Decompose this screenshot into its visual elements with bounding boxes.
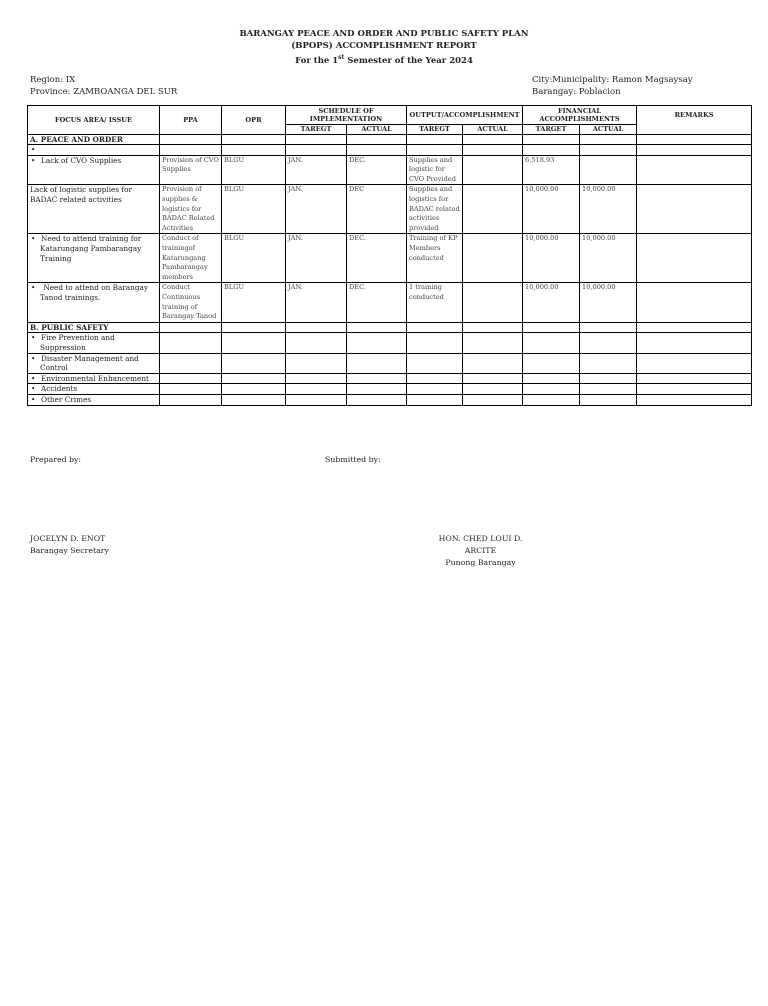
- empty-bullet-row: [28, 145, 752, 156]
- section-a-row: [28, 134, 752, 145]
- remarks-cell: [637, 283, 752, 322]
- opr-cell: BLGU: [222, 155, 286, 185]
- meta-right: [532, 74, 693, 98]
- safety-item-text: • Fire Prevention and Suppression: [30, 333, 157, 352]
- ppa-cell: Conduct Continuous training of Barangay Tanod: [160, 283, 222, 322]
- col-focus-area: FOCUS AREA/ ISSUE: [28, 106, 160, 135]
- issue-text: • Lack of CVO Supplies: [30, 156, 157, 166]
- province-label: Province: ZAMBOANGA DEL SUR: [30, 87, 178, 97]
- safety-item-text: • Disaster Management and Control: [30, 354, 157, 373]
- section-a-title: A. PEACE AND ORDER: [28, 134, 160, 145]
- barangay-label: Barangay: Poblacion: [532, 87, 621, 97]
- title-line-3: [0, 52, 768, 67]
- ppa-cell: Provision of CVO Supplies: [160, 155, 222, 185]
- col-remarks: REMARKS: [637, 106, 752, 135]
- col-ppa: PPA: [160, 106, 222, 135]
- submitted-title: Punong Barangay: [445, 558, 516, 567]
- col-sched-target: TAREGT: [286, 125, 347, 135]
- safety-item-text: • Accidents: [30, 384, 157, 394]
- fin-target-cell: 10,000.00: [523, 234, 580, 283]
- col-output: OUTPUT/ACCOMPLISHMENT: [407, 106, 523, 125]
- issue-cell: Lack of logistic supplies for BADAC related activities: [28, 185, 160, 234]
- submitted-name: HON. CHED LOUI D. ARCITE: [438, 534, 523, 555]
- fin-actual-cell: 10,000.00: [580, 283, 637, 322]
- prepared-title: Barangay Secretary: [30, 546, 109, 555]
- safety-item: [28, 384, 160, 395]
- issue-text: • Need to attend training for Katarungang Pambarangay Training: [30, 234, 157, 263]
- empty-bullet-cell: [28, 145, 160, 156]
- accomplishment-table: [27, 105, 752, 406]
- region-label: Region: IX: [30, 75, 76, 85]
- safety-item-text: • Environmental Enhancement: [30, 374, 157, 384]
- ppa-cell: Provision of supplies & logistics for BADAC Related Activities: [160, 185, 222, 234]
- title-line-3-post: Semester of the Year 2024: [344, 55, 473, 66]
- col-financial: FINANCIAL ACCOMPLISHMENTS: [523, 106, 637, 125]
- prepared-name: JOCELYN D. ENOT: [30, 534, 106, 543]
- safety-item-row: [28, 333, 752, 353]
- issue-cell: [28, 155, 160, 185]
- sched-target-cell: JAN.: [286, 185, 347, 234]
- submitted-signatory: [423, 533, 538, 569]
- opr-cell: BLGU: [222, 185, 286, 234]
- safety-item-row: [28, 353, 752, 373]
- out-actual-cell: [463, 185, 523, 234]
- safety-item: [28, 394, 160, 405]
- safety-item-row: [28, 373, 752, 384]
- safety-item-row: [28, 394, 752, 405]
- table-row: [28, 155, 752, 185]
- section-b-title: B. PUBLIC SAFETY: [28, 322, 160, 333]
- prepared-signatory: [30, 533, 109, 557]
- issue-text: • Need to attend on Barangay Tanod trainings.: [30, 283, 157, 302]
- col-opr: OPR: [222, 106, 286, 135]
- header-row-1: [28, 106, 752, 125]
- sched-actual-cell: DEC.: [347, 283, 407, 322]
- remarks-cell: [637, 155, 752, 185]
- out-target-cell: Supplies and logistics for BADAC related activities provided: [407, 185, 463, 234]
- fin-actual-cell: [580, 155, 637, 185]
- opr-cell: BLGU: [222, 283, 286, 322]
- safety-item: [28, 333, 160, 353]
- out-target-cell: 1 training conducted: [407, 283, 463, 322]
- meta-left: [30, 74, 177, 98]
- remarks-cell: [637, 185, 752, 234]
- sched-target-cell: JAN.: [286, 283, 347, 322]
- fin-actual-cell: 10,000.00: [580, 234, 637, 283]
- section-b-row: [28, 322, 752, 333]
- table-row: [28, 234, 752, 283]
- fin-target-cell: 10,000.00: [523, 283, 580, 322]
- sched-actual-cell: DEC.: [347, 155, 407, 185]
- city-label: City:Municipality: Ramon Magsaysay: [532, 75, 693, 85]
- title-line-2: (BPOPS) ACCOMPLISHMENT REPORT: [291, 41, 477, 51]
- col-fin-actual: ACTUAL: [580, 125, 637, 135]
- out-actual-cell: [463, 234, 523, 283]
- out-target-cell: Training of KP Members conducted: [407, 234, 463, 283]
- prepared-by-label: Prepared by:: [30, 455, 82, 464]
- sched-actual-cell: DEC.: [347, 234, 407, 283]
- submitted-by-label: Submitted by:: [325, 455, 381, 464]
- safety-item-text: • Other Crimes: [30, 395, 157, 405]
- col-fin-target: TARGET: [523, 125, 580, 135]
- table-row: [28, 185, 752, 234]
- fin-target-cell: 6,518.93: [523, 155, 580, 185]
- sched-target-cell: JAN.: [286, 234, 347, 283]
- safety-item-row: [28, 384, 752, 395]
- sched-target-cell: JAN.: [286, 155, 347, 185]
- remarks-cell: [637, 234, 752, 283]
- col-sched-actual: ACTUAL: [347, 125, 407, 135]
- col-out-actual: ACTUAL: [463, 125, 523, 135]
- fin-target-cell: 10,000.00: [523, 185, 580, 234]
- report-title: [0, 28, 768, 67]
- fin-actual-cell: 10,000.00: [580, 185, 637, 234]
- issue-cell: [28, 283, 160, 322]
- out-target-cell: Supplies and logistic for CVO Provided: [407, 155, 463, 185]
- safety-item: [28, 353, 160, 373]
- ppa-cell: Conduct of trainingof Katarungang Pambarangay members: [160, 234, 222, 283]
- table-row: [28, 283, 752, 322]
- title-line-3-pre: For the 1: [295, 55, 339, 66]
- col-schedule: SCHEDULE OF IMPLEMENTATION: [286, 106, 407, 125]
- opr-cell: BLGU: [222, 234, 286, 283]
- out-actual-cell: [463, 155, 523, 185]
- safety-item: [28, 373, 160, 384]
- sched-actual-cell: DEC: [347, 185, 407, 234]
- title-line-1: BARANGAY PEACE AND ORDER AND PUBLIC SAFETY PLAN: [239, 29, 529, 39]
- title-line-3-sup: st: [338, 54, 345, 61]
- out-actual-cell: [463, 283, 523, 322]
- issue-cell: [28, 234, 160, 283]
- col-out-target: TAREGT: [407, 125, 463, 135]
